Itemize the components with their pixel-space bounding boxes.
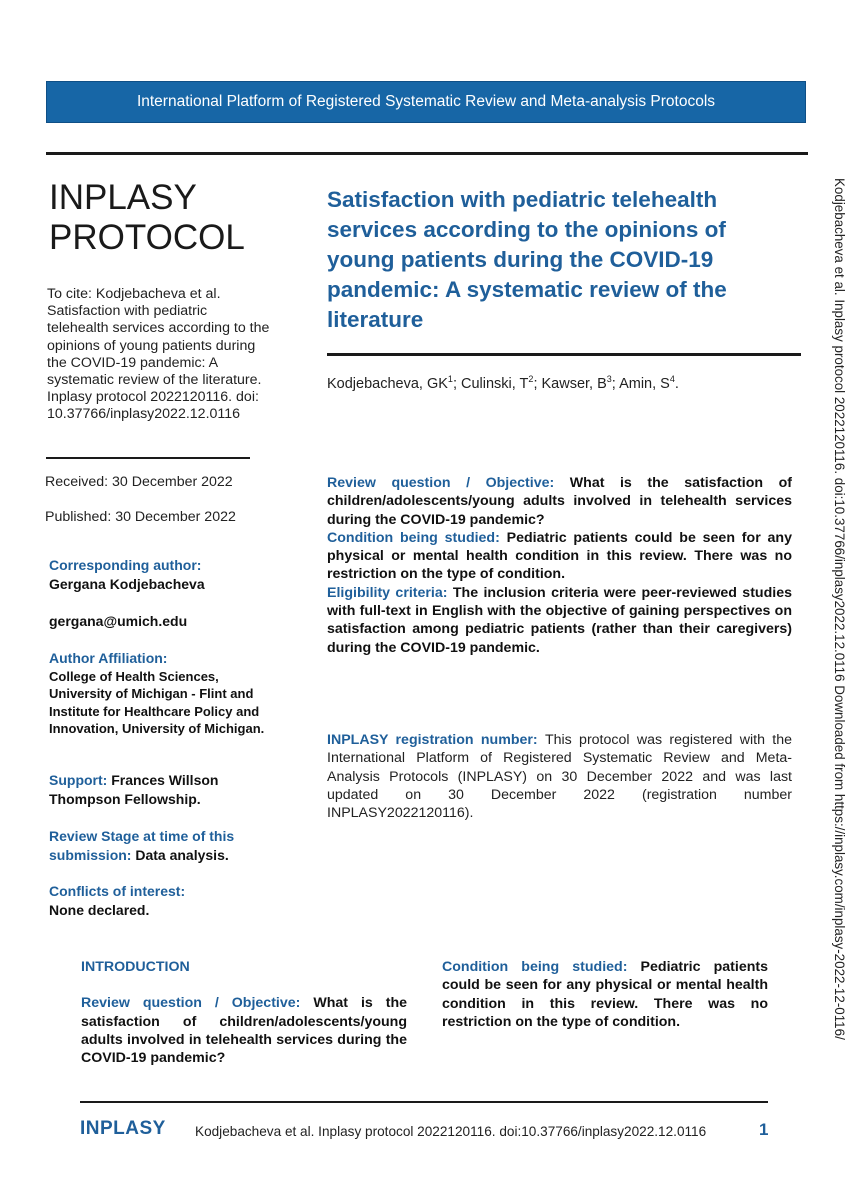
intro-condition-text: Pediatric patients could be seen for any physical or mental health condition in this review. There was no restriction on the type of condition. — [442, 959, 768, 1030]
stage-label: Review Stage at time of this submission: — [49, 828, 235, 863]
stage-text: Data analysis. — [135, 846, 229, 863]
intro-condition-label: Condition being studied: — [442, 959, 628, 975]
conflicts-label: Conflicts of interest: — [49, 883, 186, 899]
intro-review-question-label: Review question / Objective: — [81, 995, 301, 1012]
author-list — [327, 374, 679, 392]
protocol-title-line2: PROTOCOL — [49, 218, 245, 257]
registration-text: This protocol was registered with the International Platform of Registered Systematic Review and Meta-Analysis Protocols (INPLASY) on 30 December 2022 and was last updated on 30 December 2022 (registration number INPLASY2022120116). — [327, 732, 792, 822]
corresponding-label: Corresponding author: — [49, 557, 202, 573]
footer-brand: INPLASY — [80, 1118, 166, 1139]
abstract-block — [327, 474, 792, 657]
review-stage — [49, 827, 279, 864]
review-question-label: Review question / Objective: — [327, 475, 555, 491]
eligibility-paragraph — [327, 584, 792, 657]
published-date: Published: 30 December 2022 — [45, 509, 236, 525]
top-rule — [46, 152, 808, 155]
registration-label: INPLASY registration number: — [327, 732, 538, 748]
citation: To cite: Kodjebacheva et al. Satisfaction with pediatric telehealth services according to the opinions of young patients during the COVID-19 pandemic: A systematic review of the literature. Inplasy protocol 2022120116. doi: 10.37766/inplasy2022.12.0116 — [47, 286, 270, 423]
condition-text: Pediatric patients could be seen for any physical or mental health condition in this review. There was no restriction on the type of condition. — [327, 529, 792, 583]
protocol-title-line1: INPLASY — [49, 178, 197, 217]
registration-block — [327, 731, 792, 822]
conflicts-text: None declared. — [49, 901, 150, 918]
article-title: Satisfaction with pediatric telehealth services according to the opinions of young patients during the COVID-19 pandemic: A systematic review of the literature — [327, 187, 727, 332]
footer-rule — [80, 1101, 768, 1103]
author-1: Kodjebacheva, $GK^1$; — [327, 374, 461, 392]
author-email[interactable]: gergana@umich.edu — [49, 613, 188, 629]
review-question-text: What is the satisfaction of children/adolescents/young adults involved in telehealth services during the COVID-19 pandemic? — [327, 475, 792, 528]
footer-citation: Kodjebacheva et al. Inplasy protocol 2022120116. doi:10.37766/inplasy2022.12.0116 — [195, 1124, 707, 1139]
intro-left-column — [81, 958, 407, 1067]
support-text: Frances Willson Thompson Fellowship. — [49, 772, 219, 807]
page-number: 1 — [759, 1120, 769, 1139]
conflicts — [49, 882, 279, 919]
affiliation-text: College of Health Sciences, University of Michigan - Flint and Institute for Healthcare Policy and Innovation, University of Michigan. — [49, 668, 265, 736]
intro-right-column — [442, 958, 768, 1031]
intro-heading: INTRODUCTION — [81, 959, 190, 975]
eligibility-label: Eligibility criteria: — [327, 584, 448, 601]
vertical-download-note: Kodjebacheva et al. Inplasy protocol 2022120116. doi:10.37766/inplasy2022.12.0116 Downloaded from https://inplasy.com/inplasy-2022-12-0116/ — [832, 178, 847, 1040]
intro-review-question — [81, 994, 407, 1067]
support-label: Support: — [49, 772, 108, 788]
author-2: Culinski, $T^2$; — [461, 374, 542, 392]
condition-paragraph — [327, 529, 792, 584]
corresponding-author — [49, 556, 279, 593]
protocol-title — [49, 178, 245, 258]
support — [49, 771, 279, 808]
affiliation-label: Author Affiliation: — [49, 650, 168, 666]
sidebar-rule — [46, 457, 250, 459]
eligibility-text: The inclusion criteria were peer-reviewed studies with full-text in English with the objective of gaining perspectives on satisfaction among pediatric patients (rather than their caregivers) during the COVID-19 pandemic. — [327, 584, 792, 656]
author-3: Kawser, $B^3$; — [541, 374, 620, 392]
corresponding-name: Gergana Kodjebacheva — [49, 575, 205, 592]
title-rule — [327, 353, 801, 356]
intro-review-question-text: What is the satisfaction of children/adolescents/young adults involved in telehealth services during the COVID-19 pandemic? — [81, 995, 407, 1067]
received-date: Received: 30 December 2022 — [45, 474, 233, 490]
header-banner: International Platform of Registered Systematic Review and Meta-analysis Protocols — [46, 81, 806, 123]
author-4: Amin, $S^4$. — [619, 374, 679, 392]
review-question-paragraph — [327, 474, 792, 529]
condition-label: Condition being studied: — [327, 529, 500, 546]
author-affiliation — [49, 649, 279, 738]
